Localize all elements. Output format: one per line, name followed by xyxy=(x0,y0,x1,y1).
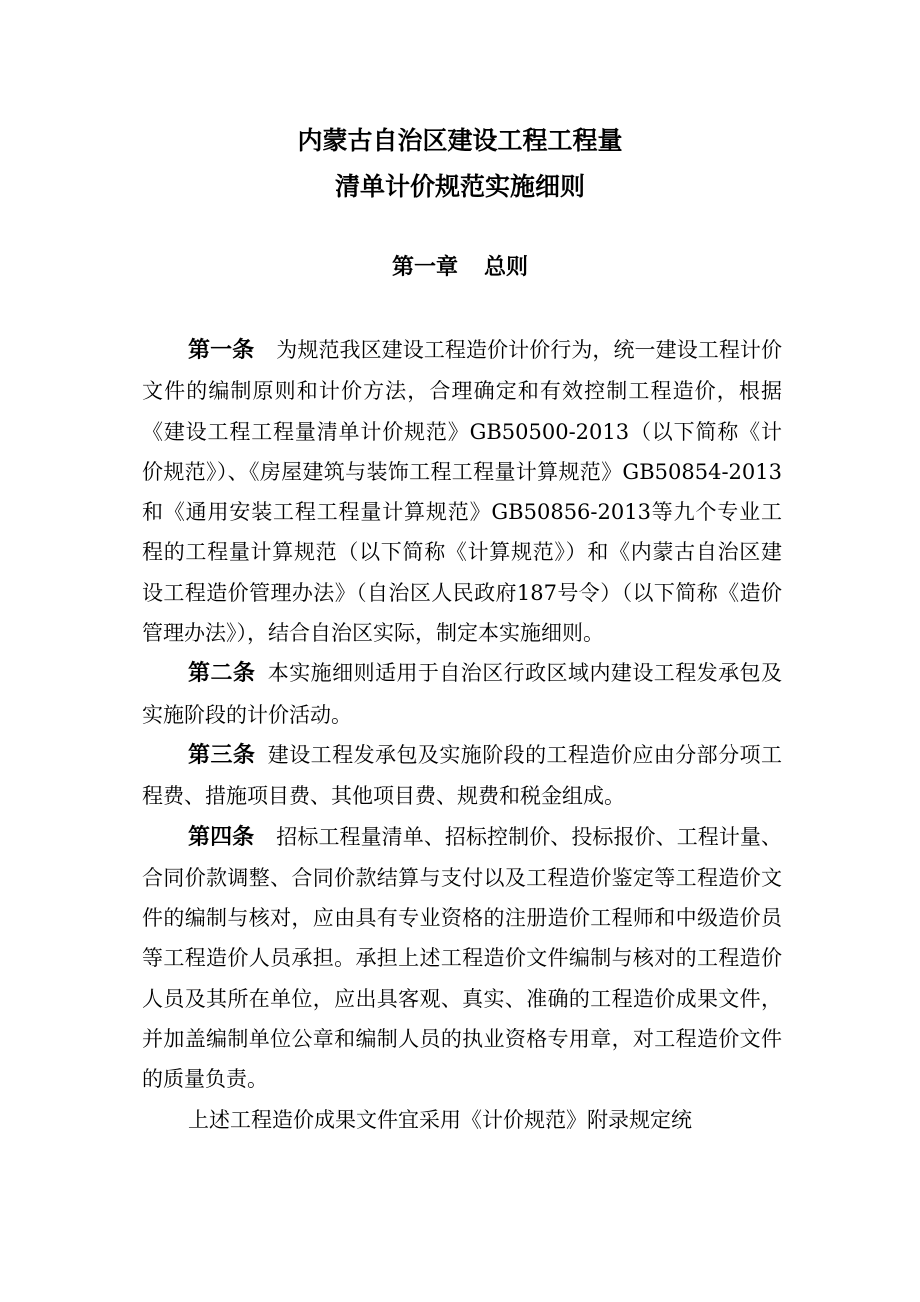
chapter-name: 总则 xyxy=(484,255,529,280)
article-text: 招标工程量清单、招标控制价、投标报价、工程计量、合同价款调整、合同价款结算与支付以及工程造价鉴定等工程造价文件的编制与核对，应由具有专业资格的注册造价工程师和中级造价员等工程造价人员承担。承担上述工程造价文件编制与核对的工程造价人员及其所在单位，应出具客观、真实、准确的工程造价成果文件，并加盖编制单位公章和编制人员的执业资格专用章，对工程造价文件的质量负责。 xyxy=(142,824,782,1092)
article-label: 第二条 xyxy=(188,661,256,687)
article-text: 建设工程发承包及实施阶段的工程造价应由分部分项工程费、措施项目费、其他项目费、规费和税金组成。 xyxy=(142,742,782,809)
chapter-heading xyxy=(0,252,920,284)
article-label: 第一条 xyxy=(188,338,255,363)
document-title-line-1: 内蒙古自治区建设工程工程量 xyxy=(297,126,623,155)
article-text: 为规范我区建设工程造价计价行为，统一建设工程计价文件的编制原则和计价方法，合理确定和有效控制工程造价，根据《建设工程工程量清单计价规范》GB50500-2013（以下简称《计价规范》）、《房屋建筑与装饰工程工程量计算规范》GB50854-2013和《通用安装工程工程量计算规范》GB50856-2013等九个专业工程的工程量计算规范（以下简称《计算规范》）和《内蒙古自治区建设工程造价管理办法》（自治区人民政府187号令）（以下简称《造价管理办法》），结合自治区实际，制定本实施细则。 xyxy=(142,338,782,646)
article-text: 本实施细则适用于自治区行政区域内建设工程发承包及实施阶段的计价活动。 xyxy=(142,661,782,727)
chapter-label: 第一章 xyxy=(391,255,458,280)
article-1 xyxy=(142,330,782,653)
article-label: 第四条 xyxy=(188,824,255,850)
article-3 xyxy=(142,735,782,817)
continuation-paragraph: 上述工程造价成果文件宜采用《计价规范》附录规定统 xyxy=(188,1107,692,1132)
article-2 xyxy=(142,653,782,735)
document-body xyxy=(142,330,782,1140)
article-4 xyxy=(142,817,782,1100)
article-label: 第三条 xyxy=(188,742,256,768)
document-title-line-2: 清单计价规范实施细则 xyxy=(334,172,585,201)
